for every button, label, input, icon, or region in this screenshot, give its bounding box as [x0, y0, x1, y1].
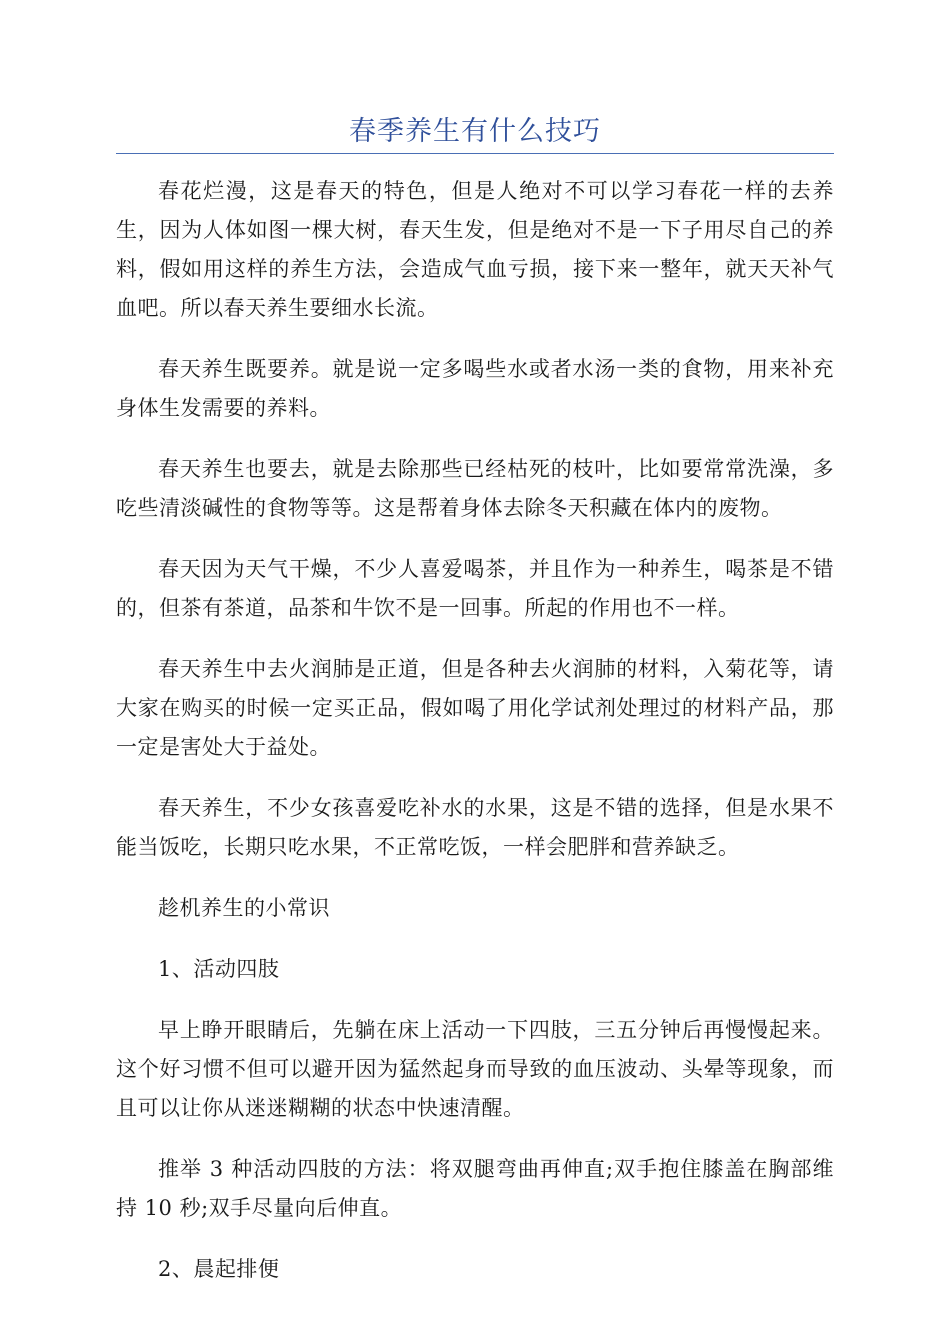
section-heading: 趁机养生的小常识 — [158, 896, 330, 920]
paragraph: 春天养生也要去，就是去除那些已经枯死的枝叶，比如要常常洗澡，多吃些清淡碱性的食物等等。这是帮着身体去除冬天积藏在体内的废物。 — [116, 457, 834, 520]
document-body — [116, 172, 834, 1311]
paragraph: 春天养生中去火润肺是正道，但是各种去火润肺的材料，入菊花等，请大家在购买的时候一定买正品，假如喝了用化学试剂处理过的材料产品，那一定是害处大于益处。 — [116, 657, 834, 759]
paragraph: 春天养生既要养。就是说一定多喝些水或者水汤一类的食物，用来补充身体生发需要的养料。 — [116, 357, 834, 420]
paragraph: 推举 3 种活动四肢的方法：将双腿弯曲再伸直;双手抱住膝盖在胸部维持 10 秒;双手尽量向后伸直。 — [116, 1157, 834, 1220]
subheading: 1、活动四肢 — [158, 957, 280, 981]
paragraph: 春天养生，不少女孩喜爱吃补水的水果，这是不错的选择，但是水果不能当饭吃，长期只吃水果，不正常吃饭，一样会肥胖和营养缺乏。 — [116, 796, 834, 859]
subheading: 2、晨起排便 — [158, 1257, 280, 1281]
paragraph: 春花烂漫，这是春天的特色，但是人绝对不可以学习春花一样的去养生，因为人体如图一棵大树，春天生发，但是绝对不是一下子用尽自己的养料，假如用这样的养生方法，会造成气血亏损，接下来一整年，就天天补气血吧。所以春天养生要细水长流。 — [116, 179, 834, 320]
title-underline — [116, 153, 834, 154]
paragraph: 早上睁开眼睛后，先躺在床上活动一下四肢，三五分钟后再慢慢起来。这个好习惯不但可以避开因为猛然起身而导致的血压波动、头晕等现象，而且可以让你从迷迷糊糊的状态中快速清醒。 — [116, 1018, 834, 1120]
document-title: 春季养生有什么技巧 — [349, 116, 601, 147]
paragraph: 春天因为天气干燥，不少人喜爱喝茶，并且作为一种养生，喝茶是不错的，但茶有茶道，品茶和牛饮不是一回事。所起的作用也不一样。 — [116, 557, 834, 620]
